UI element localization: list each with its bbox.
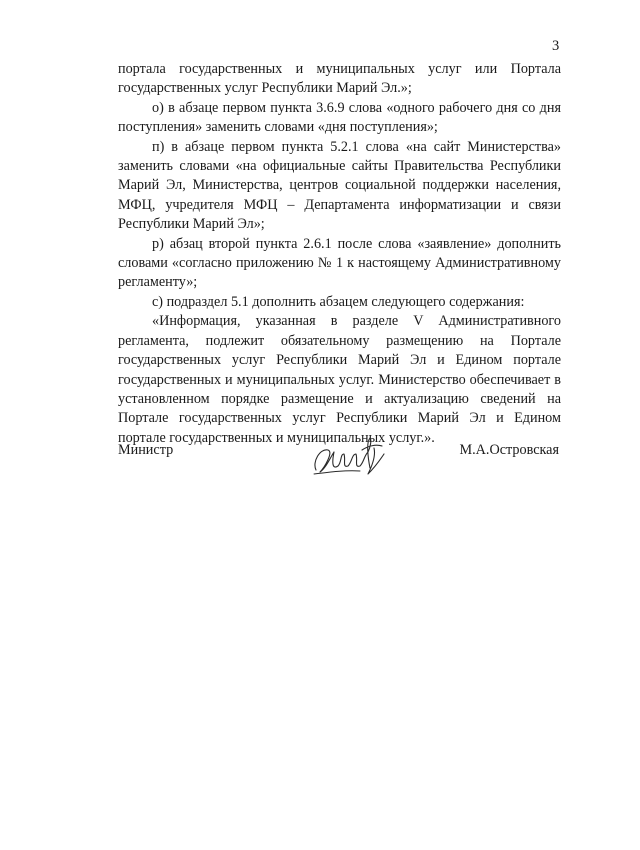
- signatory-name: М.А.Островская: [459, 442, 559, 458]
- paragraph-continuation: портала государственных и муниципальных услуг или Портала государственных услуг Республики Марий Эл.»;: [118, 61, 561, 97]
- paragraph-item-o: о) в абзаце первом пункта 3.6.9 слова «одного рабочего дня со дня поступления» заменить словами «дня поступления»;: [118, 99, 561, 136]
- paragraph-quote: «Информация, указанная в разделе V Административного регламента, подлежит обязательному размещению на Портале государственных услуг Республики Марий Эл и Едином портале государственных и муниципальных услуг. Министерство обеспечивает в установленном порядке размещение и актуализацию сведений на Портале государственных услуг Республики Марий Эл и Едином портале государственных и муниципальных услуг.».: [118, 313, 561, 446]
- body-text: [118, 60, 561, 448]
- paragraph-item-p: п) в абзаце первом пункта 5.2.1 слова «на сайт Министерства» заменить словами «на официальные сайты Правительства Республики Марий Эл, Министерства, центров социальной поддержки населения, МФЦ, учредителя МФЦ – Департамента информатизации и связи Республики Марий Эл»;: [118, 138, 561, 233]
- signature-block: [118, 440, 561, 490]
- handwritten-signature: [310, 428, 390, 482]
- signatory-title: Министр: [118, 442, 174, 458]
- paragraph-item-r: р) абзац второй пункта 2.6.1 после слова «заявление» дополнить словами «согласно приложению № 1 к настоящему Административному регламенту»;: [118, 235, 561, 291]
- paragraph-item-s: с) подраздел 5.1 дополнить абзацем следующего содержания:: [152, 293, 525, 310]
- page-number: 3: [552, 38, 560, 54]
